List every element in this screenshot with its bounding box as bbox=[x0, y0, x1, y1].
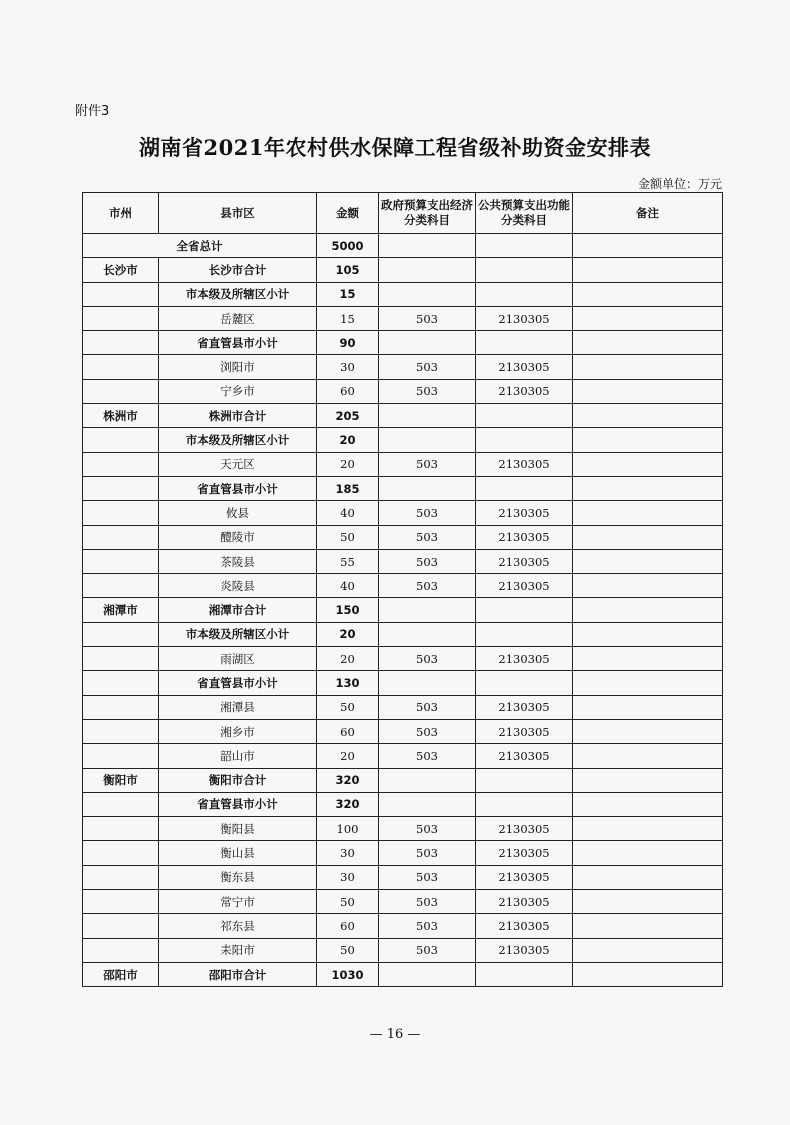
cell-county: 全省总计 bbox=[83, 234, 317, 258]
cell-econ: 503 bbox=[379, 574, 476, 598]
cell-func: 2130305 bbox=[476, 695, 573, 719]
cell-remark bbox=[573, 598, 723, 622]
cell-city bbox=[83, 452, 159, 476]
cell-county: 长沙市合计 bbox=[159, 258, 317, 282]
cell-econ bbox=[379, 331, 476, 355]
cell-county: 浏阳市 bbox=[159, 355, 317, 379]
cell-amount: 90 bbox=[317, 331, 379, 355]
cell-remark bbox=[573, 768, 723, 792]
table-row bbox=[83, 331, 723, 355]
cell-econ bbox=[379, 671, 476, 695]
cell-func: 2130305 bbox=[476, 890, 573, 914]
cell-county: 常宁市 bbox=[159, 890, 317, 914]
cell-func bbox=[476, 282, 573, 306]
cell-remark bbox=[573, 355, 723, 379]
cell-remark bbox=[573, 914, 723, 938]
table-row bbox=[83, 817, 723, 841]
cell-amount: 20 bbox=[317, 428, 379, 452]
cell-func bbox=[476, 962, 573, 986]
cell-econ: 503 bbox=[379, 355, 476, 379]
col-header-econ: 政府预算支出经济分类科目 bbox=[379, 193, 476, 234]
col-header-remark: 备注 bbox=[573, 193, 723, 234]
cell-amount: 40 bbox=[317, 574, 379, 598]
cell-amount: 50 bbox=[317, 525, 379, 549]
cell-econ: 503 bbox=[379, 744, 476, 768]
cell-county: 攸县 bbox=[159, 501, 317, 525]
col-header-county: 县市区 bbox=[159, 193, 317, 234]
table-row bbox=[83, 719, 723, 743]
table-row bbox=[83, 525, 723, 549]
cell-amount: 60 bbox=[317, 914, 379, 938]
cell-city: 邵阳市 bbox=[83, 962, 159, 986]
cell-amount: 15 bbox=[317, 282, 379, 306]
cell-city bbox=[83, 306, 159, 330]
table-header-row bbox=[83, 193, 723, 234]
cell-amount: 55 bbox=[317, 549, 379, 573]
cell-econ: 503 bbox=[379, 719, 476, 743]
cell-remark bbox=[573, 282, 723, 306]
cell-amount: 60 bbox=[317, 719, 379, 743]
cell-remark bbox=[573, 792, 723, 816]
cell-county: 雨湖区 bbox=[159, 647, 317, 671]
cell-city bbox=[83, 890, 159, 914]
cell-remark bbox=[573, 622, 723, 646]
cell-county: 省直管县市小计 bbox=[159, 671, 317, 695]
cell-func bbox=[476, 622, 573, 646]
cell-econ bbox=[379, 428, 476, 452]
cell-econ: 503 bbox=[379, 501, 476, 525]
cell-econ: 503 bbox=[379, 841, 476, 865]
cell-county: 省直管县市小计 bbox=[159, 476, 317, 500]
cell-county: 湘潭县 bbox=[159, 695, 317, 719]
cell-city bbox=[83, 865, 159, 889]
cell-econ bbox=[379, 282, 476, 306]
table-row bbox=[83, 695, 723, 719]
cell-remark bbox=[573, 476, 723, 500]
cell-remark bbox=[573, 817, 723, 841]
cell-amount: 100 bbox=[317, 817, 379, 841]
col-header-amount: 金额 bbox=[317, 193, 379, 234]
cell-econ: 503 bbox=[379, 938, 476, 962]
table-row bbox=[83, 379, 723, 403]
cell-func: 2130305 bbox=[476, 355, 573, 379]
table-row bbox=[83, 768, 723, 792]
cell-econ: 503 bbox=[379, 695, 476, 719]
cell-city bbox=[83, 525, 159, 549]
table-row bbox=[83, 355, 723, 379]
cell-remark bbox=[573, 258, 723, 282]
table-row bbox=[83, 865, 723, 889]
cell-econ bbox=[379, 234, 476, 258]
cell-city bbox=[83, 282, 159, 306]
cell-county: 衡阳县 bbox=[159, 817, 317, 841]
cell-econ: 503 bbox=[379, 647, 476, 671]
cell-county: 韶山市 bbox=[159, 744, 317, 768]
cell-amount: 150 bbox=[317, 598, 379, 622]
cell-city bbox=[83, 841, 159, 865]
table-row bbox=[83, 792, 723, 816]
cell-econ bbox=[379, 598, 476, 622]
cell-city bbox=[83, 331, 159, 355]
cell-city bbox=[83, 938, 159, 962]
cell-econ bbox=[379, 476, 476, 500]
cell-remark bbox=[573, 890, 723, 914]
cell-county: 宁乡市 bbox=[159, 379, 317, 403]
cell-city bbox=[83, 379, 159, 403]
cell-amount: 185 bbox=[317, 476, 379, 500]
cell-remark bbox=[573, 744, 723, 768]
cell-amount: 30 bbox=[317, 841, 379, 865]
cell-city bbox=[83, 428, 159, 452]
cell-func bbox=[476, 258, 573, 282]
cell-city bbox=[83, 501, 159, 525]
cell-amount: 50 bbox=[317, 938, 379, 962]
cell-func: 2130305 bbox=[476, 501, 573, 525]
cell-econ bbox=[379, 258, 476, 282]
table-row bbox=[83, 890, 723, 914]
table-row bbox=[83, 476, 723, 500]
cell-city: 株洲市 bbox=[83, 404, 159, 428]
table-row bbox=[83, 306, 723, 330]
cell-func: 2130305 bbox=[476, 744, 573, 768]
cell-city bbox=[83, 695, 159, 719]
cell-county: 衡山县 bbox=[159, 841, 317, 865]
cell-amount: 60 bbox=[317, 379, 379, 403]
cell-remark bbox=[573, 938, 723, 962]
cell-remark bbox=[573, 306, 723, 330]
cell-func bbox=[476, 476, 573, 500]
cell-county: 邵阳市合计 bbox=[159, 962, 317, 986]
cell-econ: 503 bbox=[379, 306, 476, 330]
table-row bbox=[83, 914, 723, 938]
table-row bbox=[83, 962, 723, 986]
cell-remark bbox=[573, 841, 723, 865]
table-row bbox=[83, 938, 723, 962]
table-row bbox=[83, 452, 723, 476]
table-row bbox=[83, 234, 723, 258]
cell-amount: 205 bbox=[317, 404, 379, 428]
cell-city bbox=[83, 574, 159, 598]
table-row bbox=[83, 428, 723, 452]
cell-remark bbox=[573, 525, 723, 549]
cell-remark bbox=[573, 574, 723, 598]
cell-amount: 320 bbox=[317, 792, 379, 816]
cell-county: 祁东县 bbox=[159, 914, 317, 938]
cell-amount: 5000 bbox=[317, 234, 379, 258]
cell-func: 2130305 bbox=[476, 306, 573, 330]
cell-city: 湘潭市 bbox=[83, 598, 159, 622]
cell-econ: 503 bbox=[379, 452, 476, 476]
attachment-label: 附件3 bbox=[75, 104, 110, 119]
cell-county: 市本级及所辖区小计 bbox=[159, 282, 317, 306]
cell-county: 市本级及所辖区小计 bbox=[159, 428, 317, 452]
table-row bbox=[83, 647, 723, 671]
cell-econ: 503 bbox=[379, 549, 476, 573]
cell-func bbox=[476, 792, 573, 816]
table-row bbox=[83, 622, 723, 646]
page-number: — 16 — bbox=[369, 1027, 421, 1042]
cell-city bbox=[83, 792, 159, 816]
cell-amount: 15 bbox=[317, 306, 379, 330]
cell-func bbox=[476, 598, 573, 622]
cell-remark bbox=[573, 428, 723, 452]
cell-amount: 130 bbox=[317, 671, 379, 695]
cell-func bbox=[476, 768, 573, 792]
cell-county: 湘乡市 bbox=[159, 719, 317, 743]
cell-city bbox=[83, 744, 159, 768]
cell-func bbox=[476, 331, 573, 355]
cell-amount: 20 bbox=[317, 452, 379, 476]
cell-func: 2130305 bbox=[476, 841, 573, 865]
cell-remark bbox=[573, 695, 723, 719]
cell-remark bbox=[573, 549, 723, 573]
cell-func bbox=[476, 234, 573, 258]
cell-func: 2130305 bbox=[476, 525, 573, 549]
table-row bbox=[83, 282, 723, 306]
cell-amount: 1030 bbox=[317, 962, 379, 986]
cell-city bbox=[83, 647, 159, 671]
cell-amount: 320 bbox=[317, 768, 379, 792]
cell-func: 2130305 bbox=[476, 914, 573, 938]
table-row bbox=[83, 841, 723, 865]
cell-func bbox=[476, 428, 573, 452]
cell-county: 省直管县市小计 bbox=[159, 331, 317, 355]
cell-remark bbox=[573, 379, 723, 403]
cell-amount: 50 bbox=[317, 695, 379, 719]
table-row bbox=[83, 258, 723, 282]
table-row bbox=[83, 671, 723, 695]
unit-note: 金额单位：万元 bbox=[637, 177, 722, 191]
cell-county: 岳麓区 bbox=[159, 306, 317, 330]
cell-remark bbox=[573, 719, 723, 743]
cell-func: 2130305 bbox=[476, 817, 573, 841]
cell-county: 市本级及所辖区小计 bbox=[159, 622, 317, 646]
cell-econ bbox=[379, 768, 476, 792]
cell-func: 2130305 bbox=[476, 938, 573, 962]
cell-econ bbox=[379, 792, 476, 816]
cell-county: 省直管县市小计 bbox=[159, 792, 317, 816]
cell-remark bbox=[573, 404, 723, 428]
cell-city bbox=[83, 476, 159, 500]
table-row bbox=[83, 598, 723, 622]
cell-func: 2130305 bbox=[476, 549, 573, 573]
cell-county: 炎陵县 bbox=[159, 574, 317, 598]
cell-county: 衡东县 bbox=[159, 865, 317, 889]
cell-city: 衡阳市 bbox=[83, 768, 159, 792]
cell-city: 长沙市 bbox=[83, 258, 159, 282]
table-body bbox=[83, 234, 723, 987]
cell-amount: 105 bbox=[317, 258, 379, 282]
cell-city bbox=[83, 817, 159, 841]
cell-amount: 40 bbox=[317, 501, 379, 525]
cell-econ: 503 bbox=[379, 817, 476, 841]
cell-econ bbox=[379, 622, 476, 646]
table-row bbox=[83, 404, 723, 428]
cell-func: 2130305 bbox=[476, 865, 573, 889]
cell-amount: 30 bbox=[317, 355, 379, 379]
cell-amount: 20 bbox=[317, 622, 379, 646]
cell-amount: 20 bbox=[317, 744, 379, 768]
cell-remark bbox=[573, 501, 723, 525]
table-row bbox=[83, 501, 723, 525]
cell-func: 2130305 bbox=[476, 647, 573, 671]
cell-func bbox=[476, 671, 573, 695]
cell-city bbox=[83, 549, 159, 573]
cell-amount: 20 bbox=[317, 647, 379, 671]
cell-func: 2130305 bbox=[476, 574, 573, 598]
cell-econ bbox=[379, 962, 476, 986]
cell-county: 株洲市合计 bbox=[159, 404, 317, 428]
allocation-table bbox=[82, 192, 723, 987]
cell-county: 湘潭市合计 bbox=[159, 598, 317, 622]
cell-econ: 503 bbox=[379, 379, 476, 403]
cell-amount: 50 bbox=[317, 890, 379, 914]
page-title: 湖南省2021年农村供水保障工程省级补助资金安排表 bbox=[139, 135, 651, 160]
cell-econ: 503 bbox=[379, 525, 476, 549]
cell-amount: 30 bbox=[317, 865, 379, 889]
cell-county: 醴陵市 bbox=[159, 525, 317, 549]
table-row bbox=[83, 744, 723, 768]
cell-econ: 503 bbox=[379, 914, 476, 938]
cell-city bbox=[83, 671, 159, 695]
cell-county: 耒阳市 bbox=[159, 938, 317, 962]
cell-func: 2130305 bbox=[476, 719, 573, 743]
cell-remark bbox=[573, 865, 723, 889]
cell-county: 衡阳市合计 bbox=[159, 768, 317, 792]
cell-func: 2130305 bbox=[476, 379, 573, 403]
cell-remark bbox=[573, 962, 723, 986]
cell-econ: 503 bbox=[379, 865, 476, 889]
cell-remark bbox=[573, 452, 723, 476]
col-header-city: 市州 bbox=[83, 193, 159, 234]
cell-county: 茶陵县 bbox=[159, 549, 317, 573]
cell-econ: 503 bbox=[379, 890, 476, 914]
cell-func: 2130305 bbox=[476, 452, 573, 476]
cell-econ bbox=[379, 404, 476, 428]
col-header-func: 公共预算支出功能分类科目 bbox=[476, 193, 573, 234]
cell-remark bbox=[573, 671, 723, 695]
cell-city bbox=[83, 914, 159, 938]
cell-city bbox=[83, 719, 159, 743]
cell-county: 天元区 bbox=[159, 452, 317, 476]
table-row bbox=[83, 549, 723, 573]
cell-city bbox=[83, 355, 159, 379]
cell-func bbox=[476, 404, 573, 428]
table-row bbox=[83, 574, 723, 598]
cell-remark bbox=[573, 647, 723, 671]
cell-city bbox=[83, 622, 159, 646]
cell-remark bbox=[573, 331, 723, 355]
cell-remark bbox=[573, 234, 723, 258]
